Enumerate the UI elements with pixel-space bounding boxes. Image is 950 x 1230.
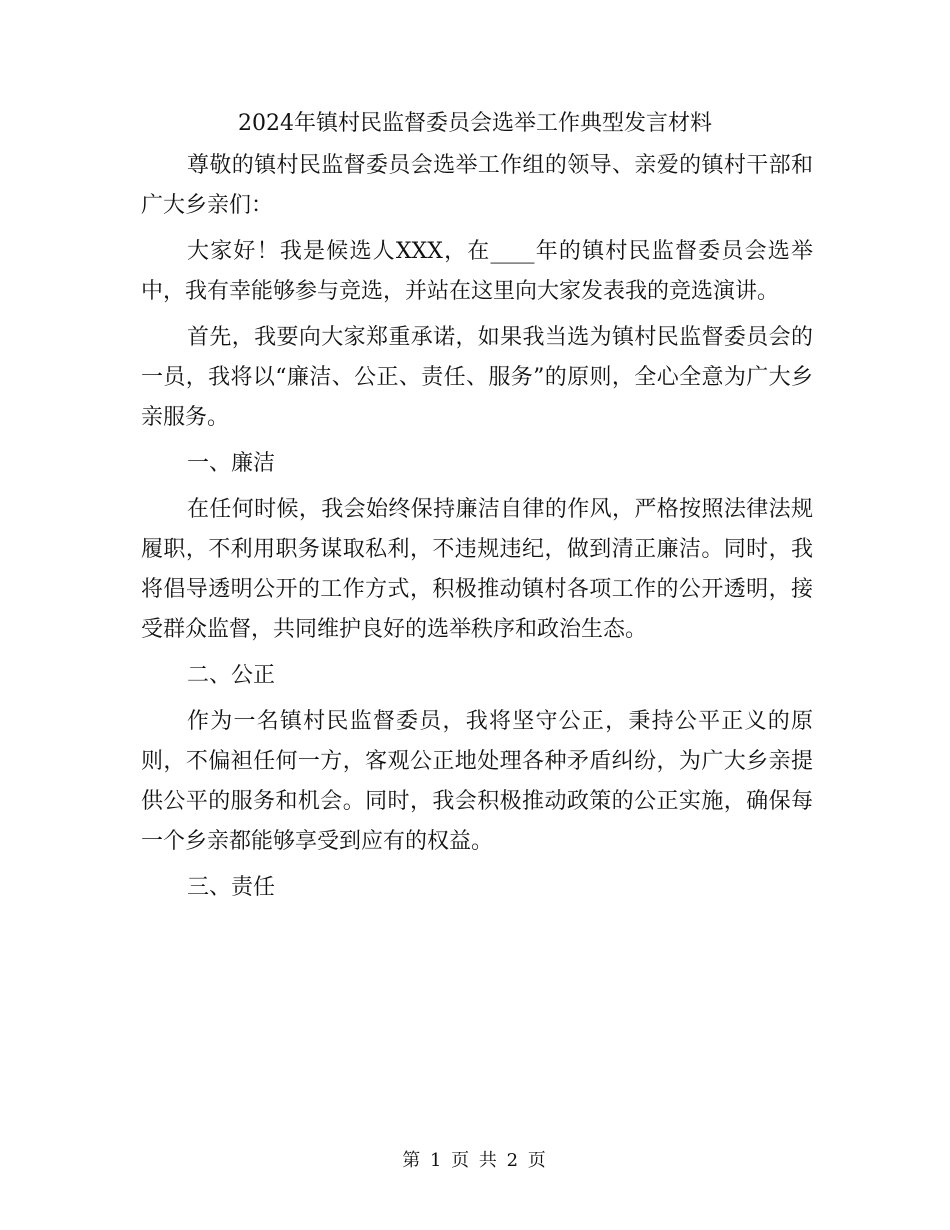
- commitment-paragraph: 首先，我要向大家郑重承诺，如果我当选为镇村民监督委员会的一员，我将以“廉洁、公正、责任、服务”的原则，全心全意为广大乡亲服务。: [141, 325, 813, 430]
- section-text-integrity: 在任何时候，我会始终保持廉洁自律的作风，严格按照法律法规履职，不利用职务谋取私利，不违规违纪，做到清正廉洁。同时，我将倡导透明公开的工作方式，积极推动镇村各项工作的公开透明，接受群众监督，共同维护良好的选举秩序和政治生态。: [141, 497, 813, 642]
- intro-paragraph: 大家好！我是候选人XXX，在____年的镇村民监督委员会选举中，我有幸能够参与竞选，并站在这里向大家发表我的竞选演讲。: [141, 239, 813, 304]
- document-body: [141, 146, 813, 914]
- section-heading-responsibility: 三、责任: [187, 875, 276, 900]
- document-title: 2024年镇村民监督委员会选举工作典型发言材料: [238, 111, 712, 136]
- page-number-footer: 第 1 页 共 2 页: [402, 1150, 548, 1171]
- section-heading-integrity: 一、廉洁: [187, 451, 276, 476]
- section-text-fairness: 作为一名镇村民监督委员，我将坚守公正，秉持公平正义的原则，不偏袒任何一方，客观公正地处理各种矛盾纠纷，为广大乡亲提供公平的服务和机会。同时，我会积极推动政策的公正实施，确保每一个乡亲都能够享受到应有的权益。: [141, 709, 813, 854]
- salutation-paragraph: 尊敬的镇村民监督委员会选举工作组的领导、亲爱的镇村干部和广大乡亲们：: [141, 153, 813, 218]
- section-heading-fairness: 二、公正: [187, 663, 276, 688]
